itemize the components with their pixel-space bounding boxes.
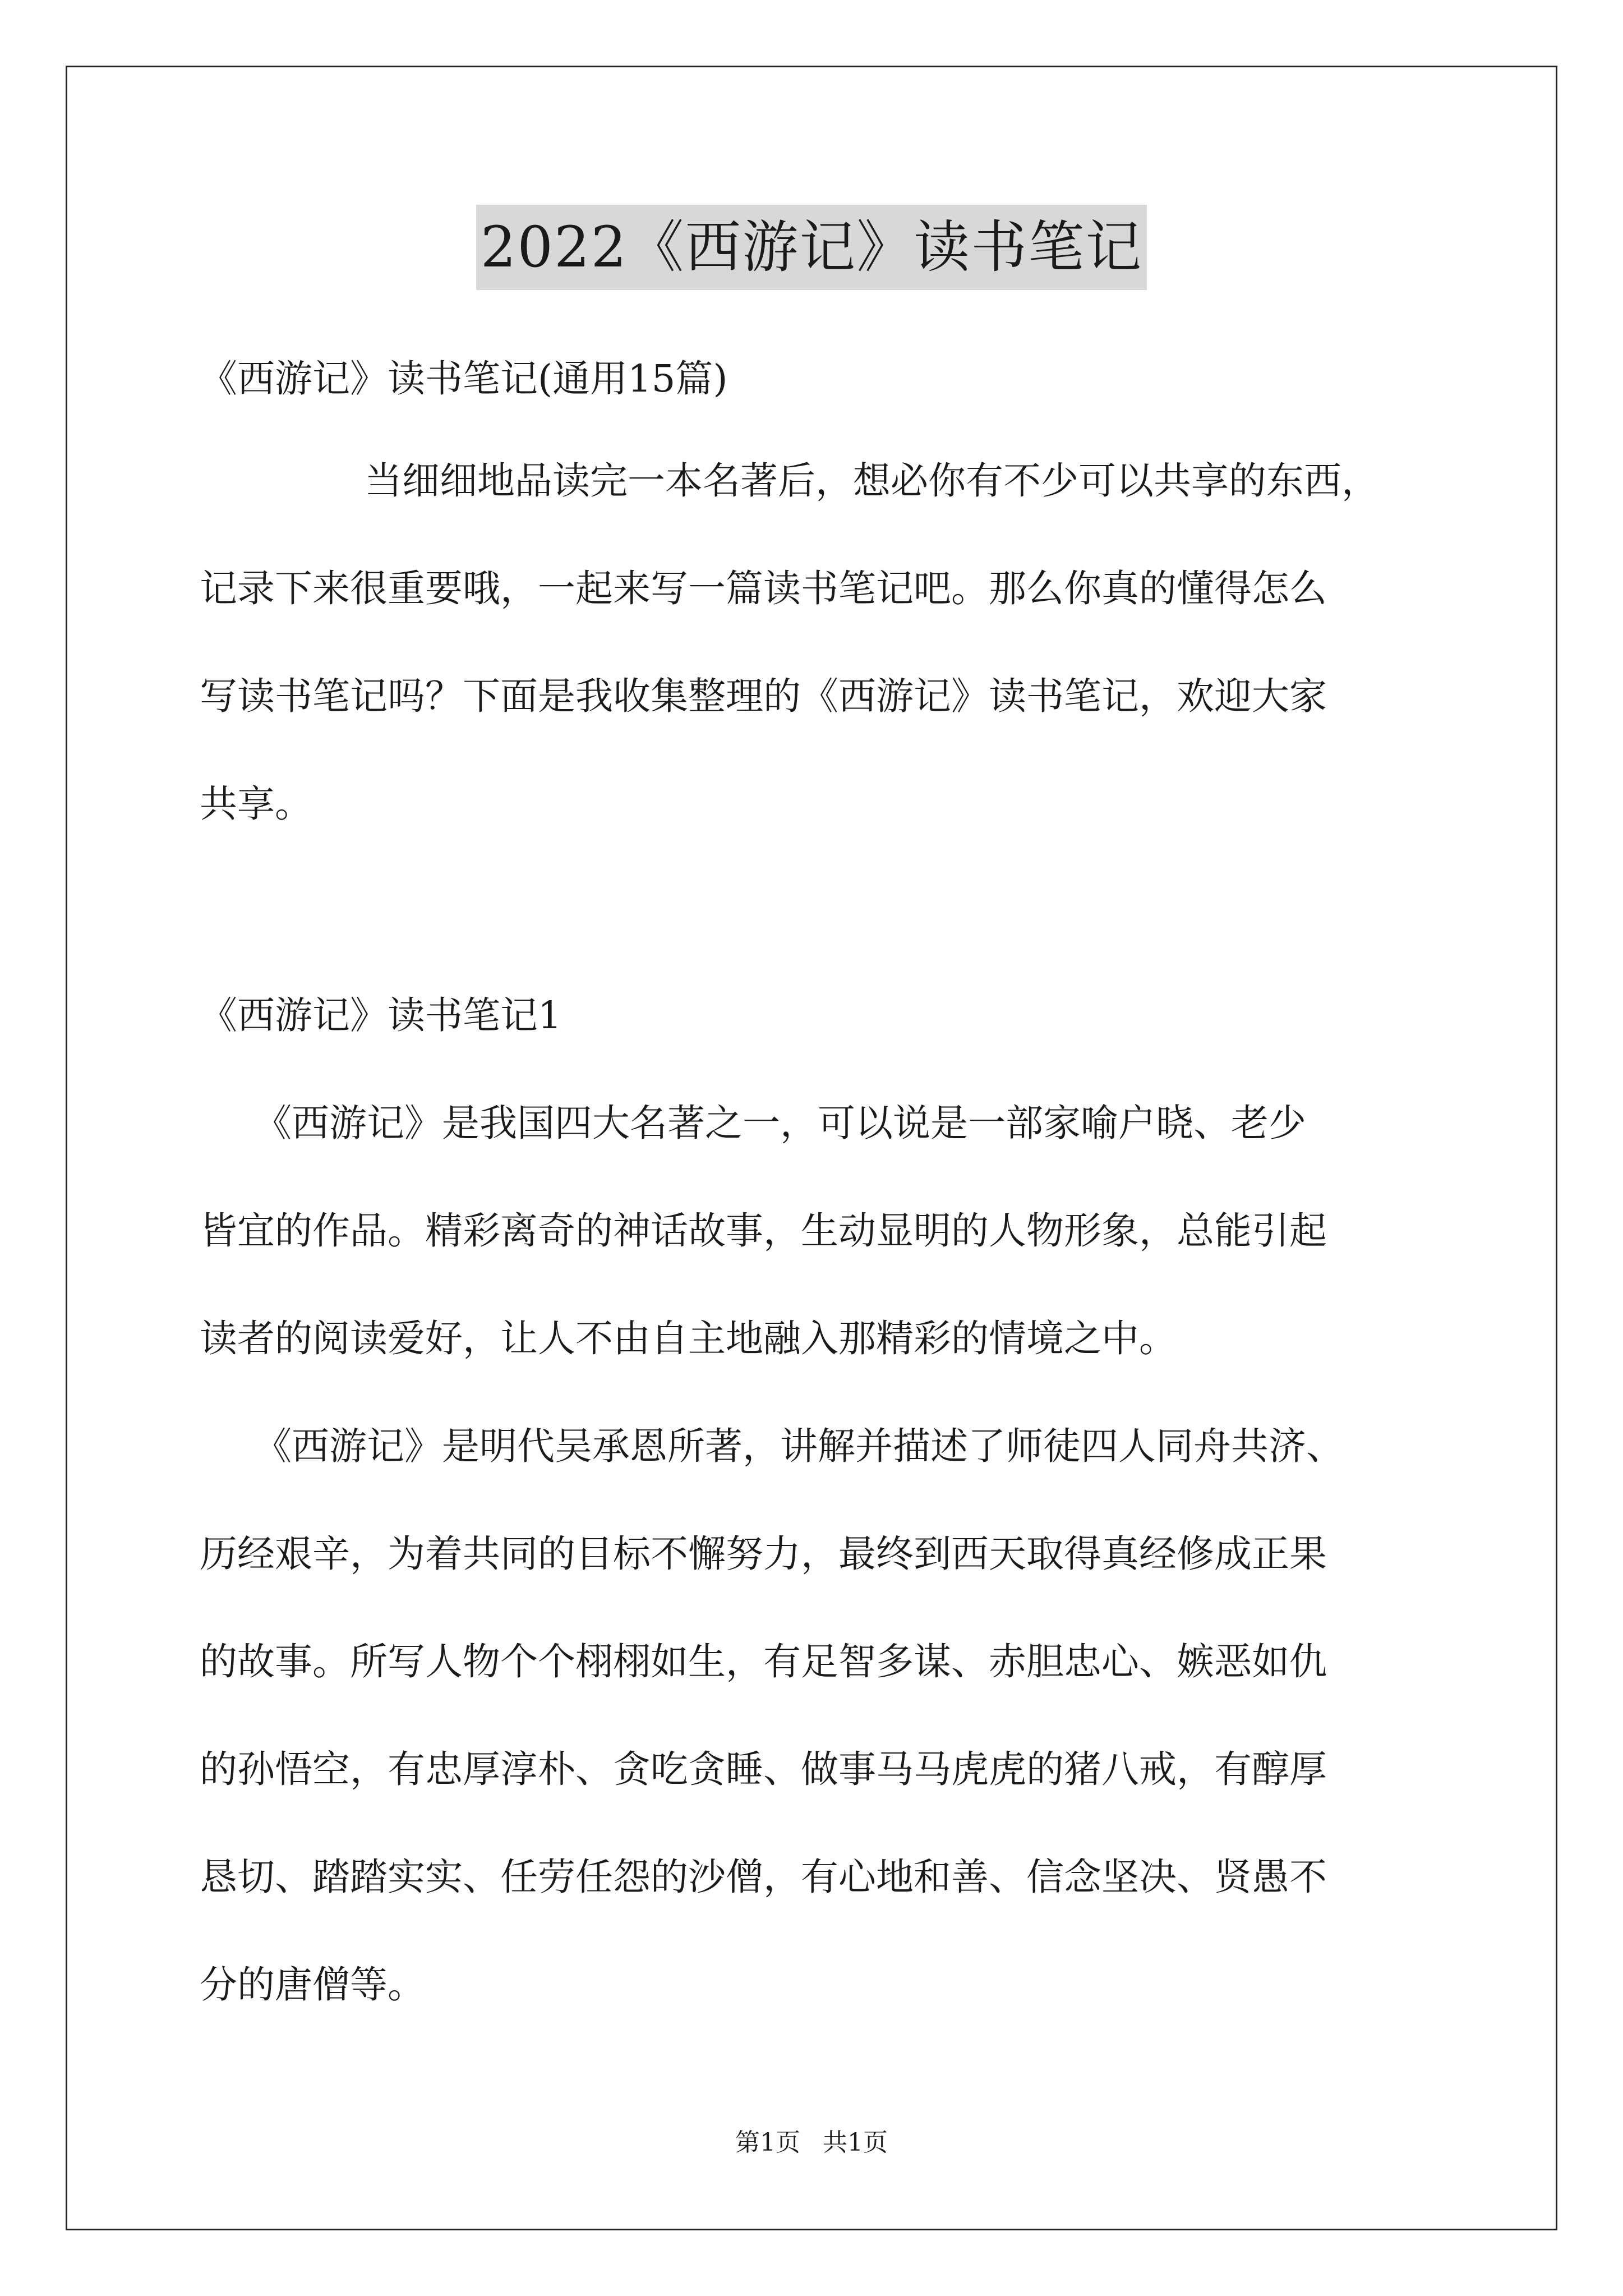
intro-line-1: 当细细地品读完一本名著后，想必你有不少可以共享的东西， [365, 459, 1379, 503]
page-total: 共1页 [823, 2128, 888, 2157]
paragraph1-line-1: 《西游记》是我国四大名著之一，可以说是一部家喻户晓、老少 [254, 1101, 1306, 1145]
intro-line-4: 共享。 [200, 782, 312, 826]
document-subtitle: 《西游记》读书笔记(通用15篇) [200, 357, 728, 401]
paragraph2-line-2: 历经艰辛，为着共同的目标不懈努力，最终到西天取得真经修成正果 [200, 1532, 1327, 1576]
page-footer [0, 2126, 1623, 2160]
paragraph2-line-1: 《西游记》是明代吴承恩所著，讲解并描述了师徒四人同舟共济、 [254, 1424, 1344, 1468]
section-heading: 《西游记》读书笔记1 [200, 993, 562, 1037]
page-number: 第1页 [735, 2128, 800, 2157]
paragraph2-line-3: 的故事。所写人物个个栩栩如生，有足智多谋、赤胆忠心、嫉恶如仇 [200, 1640, 1327, 1683]
paragraph1-line-2: 皆宜的作品。精彩离奇的神话故事，生动显明的人物形象，总能引起 [200, 1209, 1327, 1253]
paragraph2-line-5: 恳切、踏踏实实、任劳任怨的沙僧，有心地和善、信念坚决、贤愚不 [200, 1855, 1327, 1899]
paragraph1-line-3: 读者的阅读爱好，让人不由自主地融入那精彩的情境之中。 [200, 1317, 1177, 1360]
paragraph2-line-4: 的孙悟空，有忠厚淳朴、贪吃贪睡、做事马马虎虎的猪八戒，有醇厚 [200, 1747, 1327, 1791]
title-container [0, 205, 1623, 290]
document-title: 2022《西游记》读书笔记 [476, 205, 1147, 290]
intro-line-2: 记录下来很重要哦，一起来写一篇读书笔记吧。那么你真的懂得怎么 [200, 567, 1327, 610]
intro-line-3: 写读书笔记吗？下面是我收集整理的《西游记》读书笔记，欢迎大家 [200, 674, 1327, 718]
paragraph2-line-6: 分的唐僧等。 [200, 1963, 425, 2007]
